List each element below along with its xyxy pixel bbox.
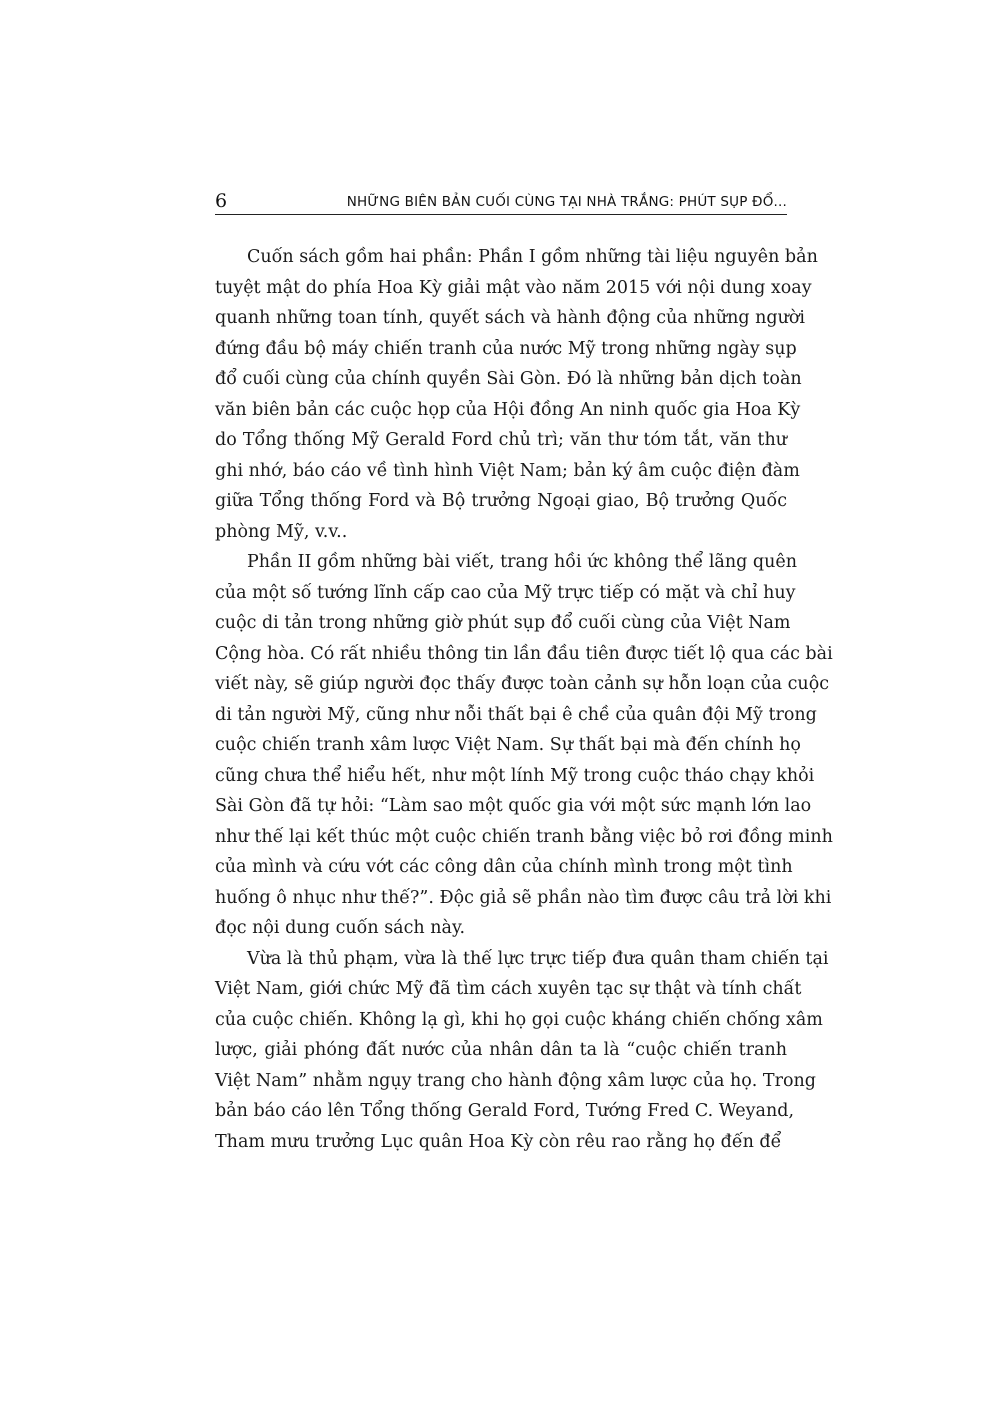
text-line: huống ô nhục như thế?”. Độc giả sẽ phần nào tìm được câu trả lời khi	[215, 887, 832, 908]
text-line: đổ cuối cùng của chính quyền Sài Gòn. Đó là những bản dịch toàn	[215, 369, 802, 389]
paragraph	[215, 242, 818, 547]
text-line: Cộng hòa. Có rất nhiều thông tin lần đầu tiên được tiết lộ qua các bài	[215, 643, 833, 664]
text-line: di tản người Mỹ, cũng như nỗi thất bại ê chề của quân đội Mỹ trong	[215, 704, 817, 725]
text-line: Việt Nam, giới chức Mỹ đã tìm cách xuyên tạc sự thật và tính chất	[215, 979, 802, 999]
text-line: văn biên bản các cuộc họp của Hội đồng An ninh quốc gia Hoa Kỳ	[215, 399, 801, 420]
text-line: Sài Gòn đã tự hỏi: “Làm sao một quốc gia với một sức mạnh lớn lao	[215, 796, 812, 816]
text-line: cuộc chiến tranh xâm lược Việt Nam. Sự thất bại mà đến chính họ	[215, 735, 801, 755]
text-line: đọc nội dung cuốn sách này.	[215, 918, 466, 938]
paragraph	[215, 944, 829, 1158]
text-line: đứng đầu bộ máy chiến tranh của nước Mỹ trong những ngày sụp	[215, 338, 797, 359]
text-line: phòng Mỹ, v.v..	[215, 521, 348, 542]
text-line: lược, giải phóng đất nước của nhân dân ta là “cuộc chiến tranh	[215, 1040, 787, 1060]
page-number: 6	[215, 190, 228, 212]
running-header	[215, 190, 787, 215]
text-line: của cuộc chiến. Không lạ gì, khi họ gọi cuộc kháng chiến chống xâm	[215, 1009, 823, 1030]
body-text	[215, 242, 833, 1157]
text-line: Cuốn sách gồm hai phần: Phần I gồm những tài liệu nguyên bản	[247, 247, 818, 267]
paragraph	[215, 547, 833, 944]
text-line: Phần II gồm những bài viết, trang hồi ức không thể lãng quên	[247, 552, 797, 572]
text-line: tuyệt mật do phía Hoa Kỳ giải mật vào năm 2015 với nội dung xoay	[215, 277, 812, 298]
text-line: Vừa là thủ phạm, vừa là thế lực trực tiếp đưa quân tham chiến tại	[247, 948, 829, 969]
text-line: do Tổng thống Mỹ Gerald Ford chủ trì; văn thư tóm tắt, văn thư	[215, 430, 787, 450]
text-line: Việt Nam” nhằm ngụy trang cho hành động xâm lược của họ. Trong	[215, 1070, 816, 1091]
text-line: bản báo cáo lên Tổng thống Gerald Ford, Tướng Fred C. Weyand,	[215, 1101, 795, 1121]
text-line: giữa Tổng thống Ford và Bộ trưởng Ngoại giao, Bộ trưởng Quốc	[215, 491, 787, 511]
text-line: Tham mưu trưởng Lục quân Hoa Kỳ còn rêu rao rằng họ đến để	[215, 1131, 782, 1152]
text-line: cuộc di tản trong những giờ phút sụp đổ cuối cùng của Việt Nam	[215, 613, 791, 633]
text-line: quanh những toan tính, quyết sách và hành động của những người	[215, 308, 806, 328]
text-line: của một số tướng lĩnh cấp cao của Mỹ trực tiếp có mặt và chỉ huy	[215, 582, 796, 603]
text-line: như thế lại kết thúc một cuộc chiến tranh bằng việc bỏ rơi đồng minh	[215, 826, 833, 847]
text-line: của mình và cứu vớt các công dân của chính mình trong một tình	[215, 857, 793, 877]
text-line: cũng chưa thể hiểu hết, như một lính Mỹ trong cuộc tháo chạy khỏi	[215, 765, 815, 786]
running-title: NHỮNG BIÊN BẢN CUỐI CÙNG TẠI NHÀ TRẮNG: PHÚT SỤP ĐỔ...	[346, 194, 787, 210]
text-line: viết này, sẽ giúp người đọc thấy được toàn cảnh sự hỗn loạn của cuộc	[215, 674, 830, 694]
text-line: ghi nhớ, báo cáo về tình hình Việt Nam; bản ký âm cuộc điện đàm	[215, 460, 800, 481]
